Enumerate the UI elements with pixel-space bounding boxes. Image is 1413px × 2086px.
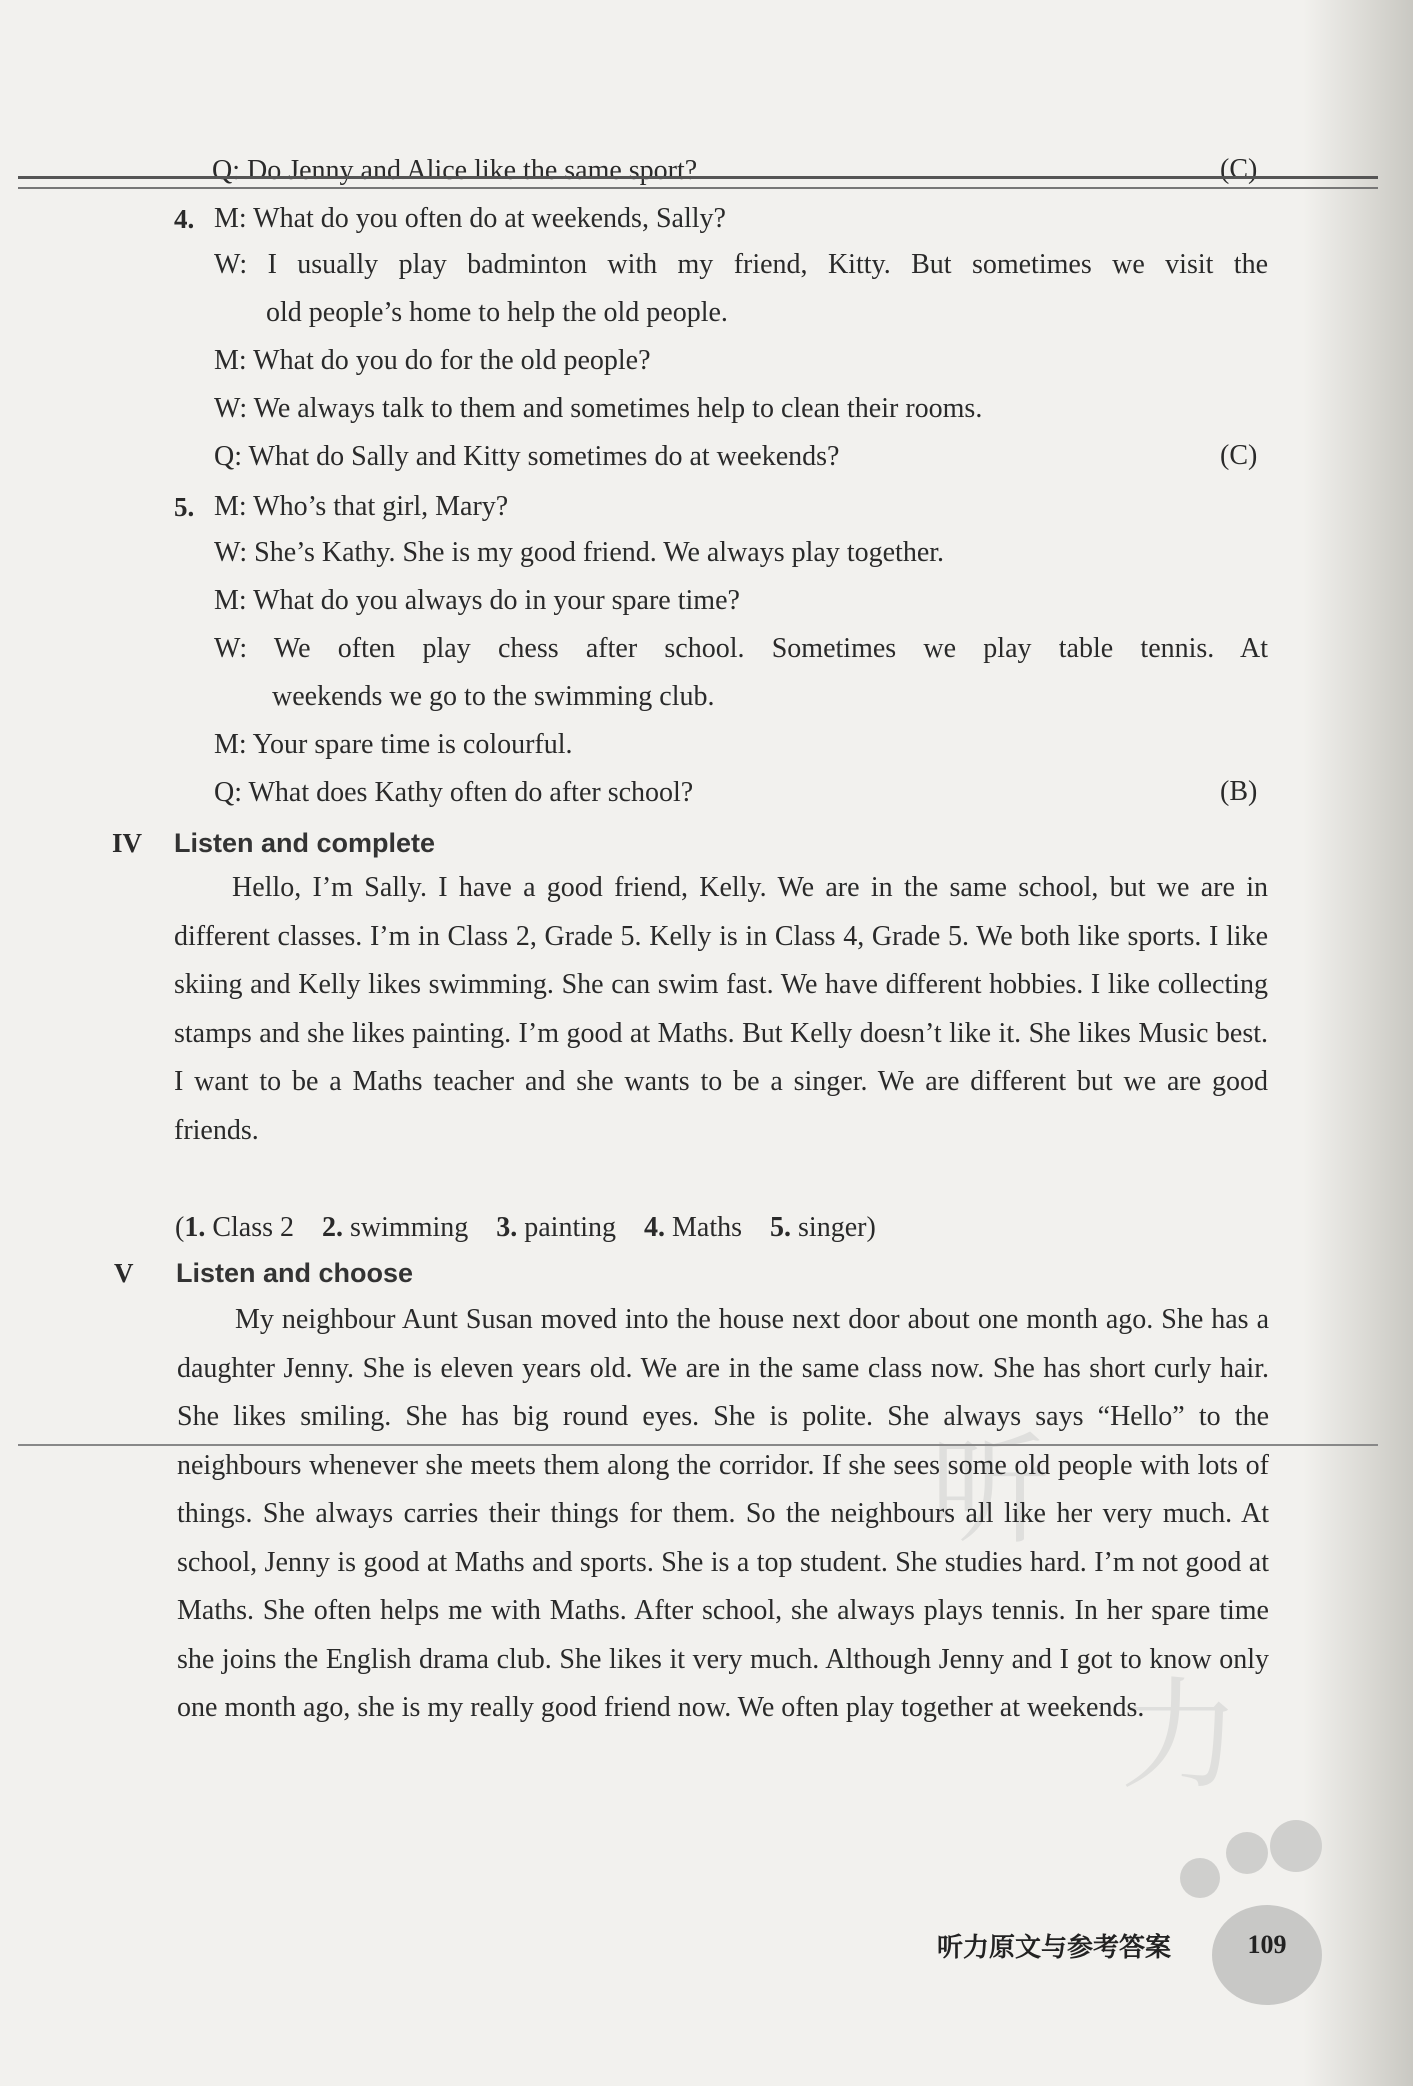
q4-line: W: We always talk to them and sometimes help to clean their rooms. [214,393,983,424]
paw-toe [1270,1820,1322,1872]
q5-line: M: What do you always do in your spare time? [214,585,740,616]
fold-rule [18,1444,1378,1446]
q4-question: Q: What do Sally and Kitty sometimes do at weekends? [214,441,840,472]
q5-line: W: We often play chess after school. Sometimes we play table tennis. At [214,633,1268,664]
watermark-glyph-2: 力 [1120,1667,1240,1806]
q5-line: W: She’s Kathy. She is my good friend. We always play together. [214,537,945,568]
section-v-passage: My neighbour Aunt Susan moved into the house next door about one month ago. She has a daughter Jenny. She is eleven years old. We are in the same class now. She has short curly hair. She likes smiling. She has big round eyes. She is polite. She always says “Hello” to the neighbours whenever she meets them along the corridor. If she sees some old people with lots of things. She always carries their things for them. So the neighbours all like her very much. At school, Jenny is good at Maths and sports. She is a top student. She studies hard. I’m not good at Maths. She often helps me with Maths. After school, she always plays tennis. In her spare time she joins the English drama club. She likes it very much. Although Jenny and I got to know only one month ago, she is my really good friend now. We often play together at weekends. [177,1304,1269,1723]
header-rule [18,176,1378,189]
section-iv-title: Listen and complete [174,828,436,858]
section-v-title: Listen and choose [176,1258,414,1288]
answer-num: 4. [644,1212,666,1243]
page-number: 109 [1247,1930,1287,1959]
section-iv-answers [175,1212,876,1244]
q4-answer: (C) [1220,440,1258,471]
q5-line: M: Who’s that girl, Mary? [214,491,509,522]
paw-toe [1226,1832,1268,1874]
q4-line: M: What do you do for the old people? [214,345,651,376]
q5-line: weekends we go to the swimming club. [272,681,715,712]
paw-toe [1180,1858,1220,1898]
section-iv-passage: Hello, I’m Sally. I have a good friend, Kelly. We are in the same school, but we are in different classes. I’m in Class 2, Grade 5. Kelly is in Class 4, Grade 5. We both like sports. I like skiing and Kelly likes swimming. She can swim fast. We have different hobbies. I like collecting stamps and she likes painting. I’m good at Maths. But Kelly doesn’t like it. She likes Music best. I want to be a Maths teacher and she wants to be a singer. We are different but we are good friends. [174,872,1268,1146]
answer-num: 1. [184,1212,206,1243]
footer-title: 听力原文与参考答案 [937,1933,1172,1963]
answer-text: painting [524,1212,617,1243]
q4-line: old people’s home to help the old people. [266,297,728,328]
q5-question: Q: What does Kathy often do after school? [214,777,694,808]
q4-number: 4. [174,204,195,234]
answer-num: 3. [496,1212,518,1243]
answer-num: 2. [322,1212,344,1243]
answer-text: swimming [350,1212,469,1243]
q5-answer: (B) [1220,776,1258,807]
answer-text: singer [798,1212,867,1243]
answer-text: Maths [672,1212,743,1243]
answer-num: 5. [770,1212,792,1243]
q5-number: 5. [174,492,195,522]
answer-text: Class 2 [212,1212,295,1243]
q4-line: M: What do you often do at weekends, Sally? [214,203,726,234]
top-question: Q: Do Jenny and Alice like the same sport? [212,155,698,186]
watermark-glyph: 听 [930,1422,1050,1561]
q4-line: W: I usually play badminton with my friend, Kitty. But sometimes we visit the [214,249,1268,280]
top-question-answer: (C) [1220,154,1258,185]
answers-open: ( [175,1212,185,1243]
section-iv-numeral: IV [112,828,143,858]
page-edge-shadow [1303,0,1413,2086]
section-v-numeral: V [114,1258,134,1288]
q5-line: M: Your spare time is colourful. [214,729,573,760]
answers-close: ) [866,1212,876,1243]
